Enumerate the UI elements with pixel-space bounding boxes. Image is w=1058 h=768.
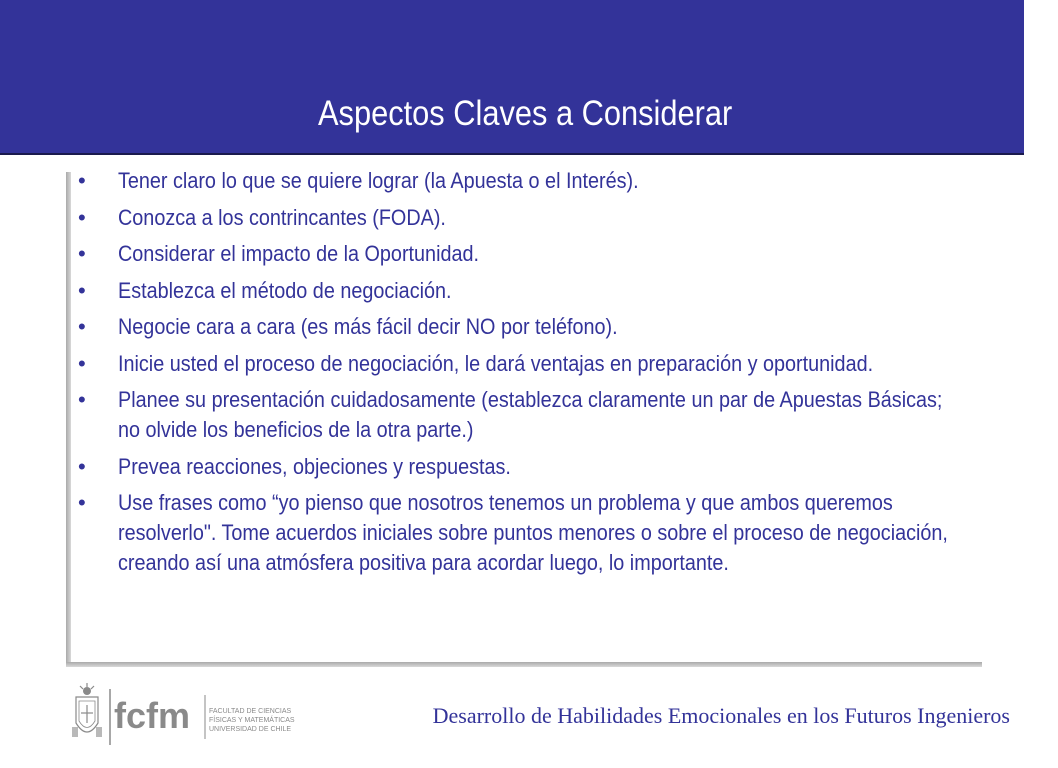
- bullet-item: [78, 276, 998, 306]
- bullet-marker: •: [78, 314, 86, 339]
- bullet-text: Inicie usted el proceso de negociación, le dará ventajas en preparación y oportunidad.: [118, 350, 874, 376]
- bullet-item: [78, 203, 998, 233]
- content-frame-bottom: [66, 662, 982, 667]
- bullet-marker: •: [78, 453, 86, 479]
- logo-caption-line: FACULTAD DE CIENCIAS: [209, 708, 292, 715]
- bullet-text: Planee su presentación cuidadosamente (establezca claramente un par de Apuestas Básicas; no olvide los beneficios de la otra parte.): [118, 387, 943, 442]
- footer-text: Desarrollo de Habilidades Emocionales en los Futuros Ingenieros: [432, 703, 1010, 728]
- logo-caption-line: FÍSICAS Y MATEMÁTICAS: [209, 717, 295, 724]
- bullet-item: [78, 452, 998, 482]
- slide-title: Aspectos Claves a Considerar: [318, 94, 733, 133]
- bullet-item: [78, 312, 998, 342]
- bullet-text: Negocie cara a cara (es más fácil decir NO por teléfono).: [118, 314, 618, 339]
- bullet-text: Prevea reacciones, objeciones y respuestas.: [118, 453, 511, 479]
- bullet-item: [78, 488, 998, 578]
- bullet-marker: •: [78, 350, 86, 376]
- content-frame-left: [66, 172, 71, 666]
- bullet-marker: •: [78, 277, 86, 303]
- bullet-text: Considerar el impacto de la Oportunidad.: [118, 241, 480, 266]
- bullet-marker: •: [78, 387, 86, 412]
- bullet-item: [78, 349, 998, 379]
- university-shield-icon: [72, 683, 102, 737]
- logo-wordmark: fcfm: [114, 695, 191, 736]
- bullet-text: Use frases como “yo pienso que nosotros tenemos un problema y que ambos queremos resolverlo". Tome acuerdos iniciales sobre puntos menores o sobre el proceso de negociación, creando así una atmósfera positiva para acordar luego, lo importante.: [118, 490, 948, 575]
- header-divider: [0, 153, 1024, 155]
- bullet-text: Conozca a los contrincantes (FODA).: [118, 204, 446, 230]
- bullet-item: [78, 166, 998, 196]
- bullet-marker: •: [78, 241, 86, 266]
- bullet-text: Establezca el método de negociación.: [118, 277, 452, 303]
- bullet-marker: •: [78, 204, 86, 230]
- bullet-marker: •: [78, 168, 86, 193]
- logo-caption-line: UNIVERSIDAD DE CHILE: [209, 726, 292, 733]
- bullet-marker: •: [78, 490, 86, 515]
- fcfm-logo: [66, 683, 295, 749]
- bullet-item: [78, 239, 998, 269]
- bullet-list: [78, 166, 998, 585]
- bullet-item: [78, 385, 998, 445]
- bullet-text: Tener claro lo que se quiere lograr (la Apuesta o el Interés).: [118, 168, 639, 193]
